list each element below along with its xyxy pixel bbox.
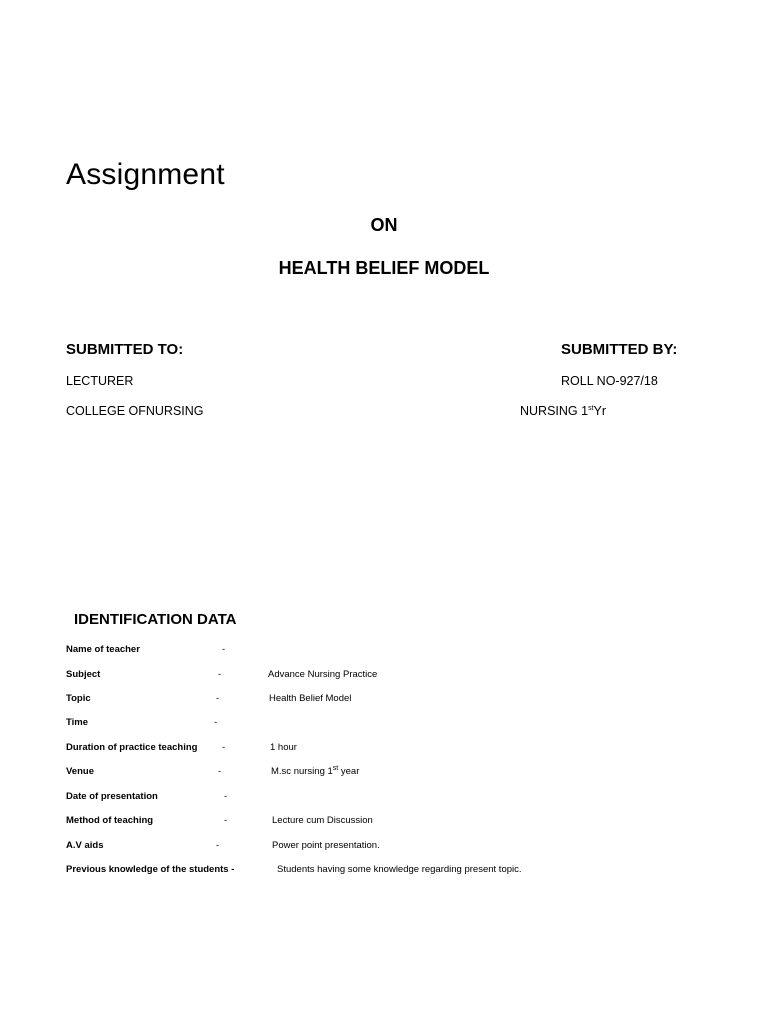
document-title: Assignment bbox=[66, 158, 225, 191]
id-row-label: Previous knowledge of the students - bbox=[66, 864, 235, 875]
id-row-dash: - bbox=[216, 693, 220, 704]
id-row-dash: - bbox=[218, 766, 222, 777]
id-row-dash: - bbox=[216, 840, 220, 851]
id-row-duration bbox=[0, 742, 768, 758]
submitted-by-line2 bbox=[520, 404, 606, 418]
submitted-by-line1: ROLL NO-927/18 bbox=[561, 374, 658, 388]
id-row-previous-knowledge bbox=[0, 864, 768, 880]
on-label: ON bbox=[370, 215, 398, 235]
id-row-label: Subject bbox=[66, 669, 101, 680]
submitted-to-heading: SUBMITTED TO: bbox=[66, 341, 184, 358]
identification-heading: IDENTIFICATION DATA bbox=[74, 611, 237, 628]
id-row-value: Lecture cum Discussion bbox=[272, 815, 373, 826]
id-row-time bbox=[0, 717, 768, 733]
id-row-value: Students having some knowledge regarding present topic. bbox=[277, 864, 522, 875]
id-row-dash: - bbox=[218, 669, 222, 680]
id-row-method-of-teaching bbox=[0, 815, 768, 831]
id-row-av-aids bbox=[0, 840, 768, 856]
id-row-label: A.V aids bbox=[66, 840, 104, 851]
id-row-date-of-presentation bbox=[0, 791, 768, 807]
id-row-value: Power point presentation. bbox=[272, 840, 380, 851]
id-row-label: Time bbox=[66, 717, 89, 728]
id-row-dash: - bbox=[222, 742, 226, 753]
id-row-label: Venue bbox=[66, 766, 94, 777]
id-row-name-of-teacher bbox=[0, 644, 768, 660]
topic-heading: HEALTH BELIEF MODEL bbox=[278, 258, 490, 278]
submitted-to-line2: COLLEGE OFNURSING bbox=[66, 404, 204, 418]
id-row-venue bbox=[0, 766, 768, 782]
id-row-topic bbox=[0, 693, 768, 709]
id-row-value: Health Belief Model bbox=[269, 693, 352, 704]
id-row-value: Advance Nursing Practice bbox=[268, 669, 378, 680]
submitted-to-line1: LECTURER bbox=[66, 374, 134, 388]
id-row-subject bbox=[0, 669, 768, 685]
venue-value-suffix: year bbox=[338, 766, 360, 777]
submitted-by-line2-sup: st bbox=[588, 404, 594, 412]
submitted-by-line2-prefix: NURSING 1 bbox=[520, 404, 589, 418]
id-row-label: Topic bbox=[66, 693, 91, 704]
id-row-dash: - bbox=[222, 644, 226, 655]
id-row-label: Method of teaching bbox=[66, 815, 154, 826]
id-row-label: Date of presentation bbox=[66, 791, 158, 802]
id-row-dash: - bbox=[214, 717, 218, 728]
id-row-dash: - bbox=[224, 815, 228, 826]
submitted-by-line2-suffix: Yr bbox=[593, 404, 607, 418]
id-row-label: Name of teacher bbox=[66, 644, 140, 655]
id-row-value bbox=[271, 766, 359, 777]
submitted-by-heading: SUBMITTED BY: bbox=[561, 341, 678, 358]
id-row-dash: - bbox=[224, 791, 228, 802]
id-row-label: Duration of practice teaching bbox=[66, 742, 198, 753]
id-row-value: 1 hour bbox=[270, 742, 297, 753]
venue-value-prefix: M.sc nursing 1 bbox=[271, 766, 333, 777]
venue-value-sup: st bbox=[332, 764, 339, 772]
